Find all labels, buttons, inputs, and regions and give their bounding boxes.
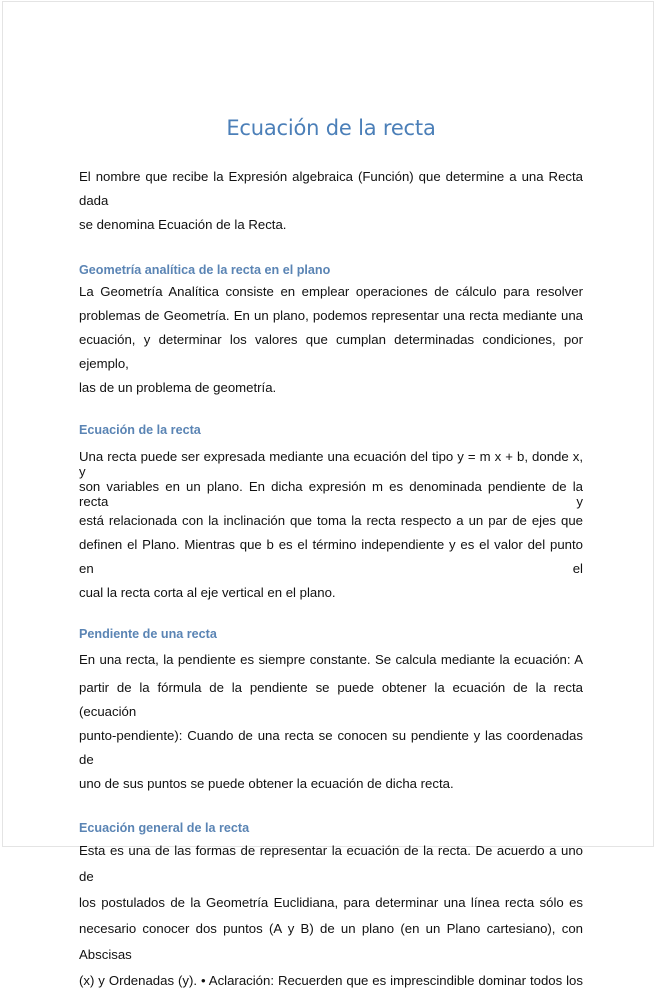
paragraph-line: uno de sus puntos se puede obtener la ecuación de dicha recta. (79, 776, 454, 791)
paragraph-line: Una recta puede ser expresada mediante una ecuación del tipo y = m x + b, donde x, y (79, 449, 583, 479)
paragraph-line: partir de la fórmula de la pendiente se puede obtener la ecuación de la recta (ecuación (79, 680, 583, 719)
paragraph-line: ecuación, y determinar los valores que cumplan determinadas condiciones, por ejemplo, (79, 332, 583, 371)
section-paragraph-pendiente (79, 676, 583, 796)
section-heading-geometria-analitica: Geometría analítica de la recta en el plano (79, 263, 331, 277)
paragraph-line: punto-pendiente): Cuando de una recta se conocen su pendiente y las coordenadas de (79, 728, 583, 767)
document-title: Ecuación de la recta (226, 116, 436, 140)
section-paragraph-ecuacion-recta (79, 509, 583, 605)
paragraph-line: son variables en un plano. En dicha expresión m es denominada pendiente de la recta y (79, 479, 583, 509)
section-paragraph-ecuacion-recta-tight (79, 449, 583, 509)
section-paragraph-geometria-analitica (79, 280, 583, 400)
paragraph-line: necesario conocer dos puntos (A y B) de un plano (en un Plano cartesiano), con Abscisas (79, 921, 583, 962)
paragraph-line: definen el Plano. Mientras que b es el término independiente y es el valor del punto en el (79, 537, 583, 576)
paragraph-line: Esta es una de las formas de representar la ecuación de la recta. De acuerdo a uno de (79, 843, 583, 884)
section-heading-ecuacion-recta: Ecuación de la recta (79, 423, 201, 437)
paragraph-line: las de un problema de geometría. (79, 380, 277, 395)
intro-paragraph (79, 165, 583, 237)
intro-line: se denomina Ecuación de la Recta. (79, 217, 287, 232)
paragraph-line: (x) y Ordenadas (y). • Aclaración: Recuerden que es imprescindible dominar todos los (79, 973, 583, 988)
section-paragraph-ecuacion-general (79, 838, 583, 994)
paragraph-line: La Geometría Analítica consiste en emplear operaciones de cálculo para resolver (79, 284, 583, 299)
document-page (2, 1, 654, 988)
paragraph-line: está relacionada con la inclinación que toma la recta respecto a un par de ejes que (79, 513, 583, 528)
paragraph-line: los postulados de la Geometría Euclidiana, para determinar una línea recta sólo es (79, 895, 583, 910)
section-heading-pendiente: Pendiente de una recta (79, 627, 217, 641)
section-paragraph-pendiente-first (79, 644, 583, 676)
paragraph-line: problemas de Geometría. En un plano, podemos representar una recta mediante una (79, 308, 583, 323)
paragraph-line: cual la recta corta al eje vertical en el plano. (79, 585, 336, 600)
document-body (79, 116, 583, 994)
paragraph-line: En una recta, la pendiente es siempre constante. Se calcula mediante la ecuación: A (79, 652, 583, 667)
intro-line: El nombre que recibe la Expresión algebraica (Función) que determine a una Recta dada (79, 169, 583, 208)
section-heading-ecuacion-general: Ecuación general de la recta (79, 821, 250, 835)
